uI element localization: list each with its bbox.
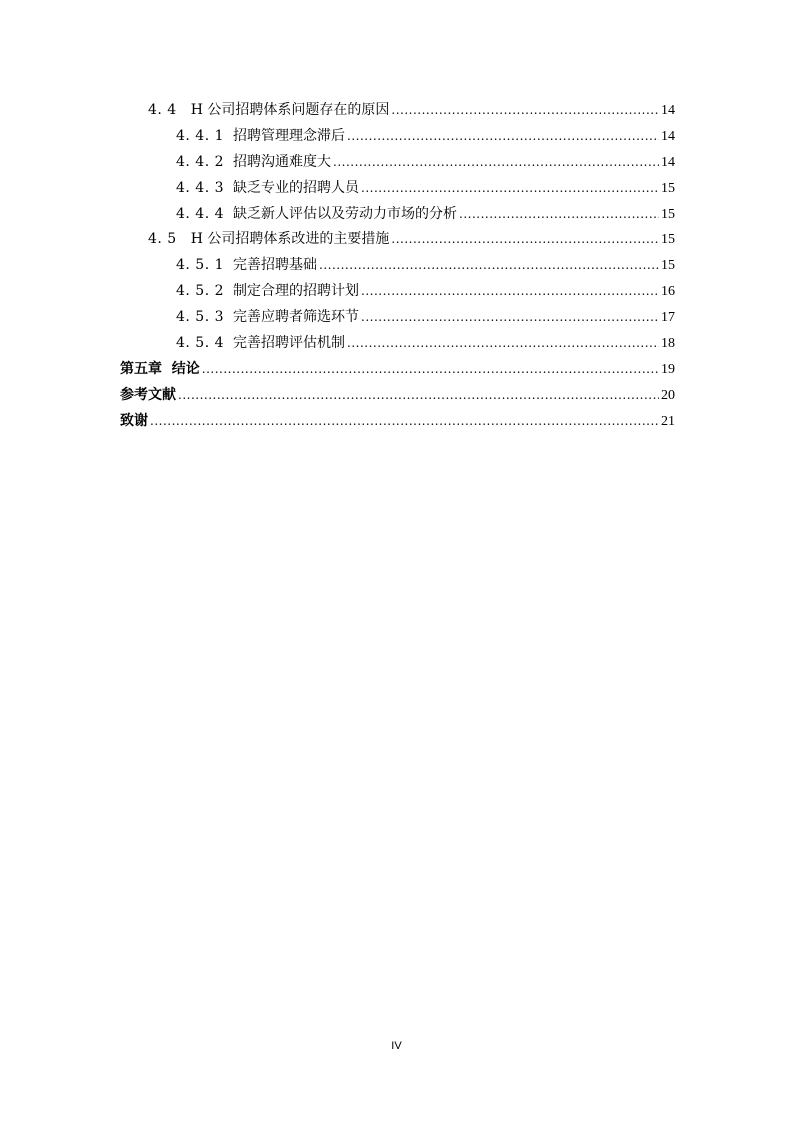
toc-entry-number: 4. 5 (148, 231, 177, 248)
toc-dot-leader (178, 383, 659, 409)
toc-dot-leader (361, 305, 659, 331)
toc-entry-number: 4. 5. 1 (176, 257, 225, 274)
toc-entry-title: H 公司招聘体系问题存在的原因 (190, 102, 390, 118)
toc-entry-page: 15 (661, 206, 675, 222)
toc-entry-title: 缺乏专业的招聘人员 (233, 179, 360, 196)
toc-entry-number: 4. 4. 2 (176, 153, 225, 170)
toc-entry-title: 招聘管理理念滞后 (233, 127, 346, 144)
toc-entry[interactable] (120, 124, 675, 150)
toc-entry-title: 招聘沟通难度大 (233, 153, 332, 170)
toc-entry-number: 4. 4. 4 (176, 205, 225, 222)
toc-entry[interactable] (120, 331, 675, 357)
toc-entry[interactable] (120, 305, 675, 331)
toc-entry-number: 4. 4 (148, 102, 177, 118)
toc-dot-leader (202, 357, 659, 383)
toc-entry[interactable] (120, 202, 675, 228)
toc-entry[interactable] (120, 150, 675, 176)
toc-dot-leader (459, 202, 659, 228)
toc-entry-page: 19 (661, 361, 675, 377)
toc-entry-title: 第五章 结论 (120, 360, 200, 377)
toc-dot-leader (150, 409, 659, 435)
toc-entry-page: 18 (661, 336, 675, 352)
toc-entry-number: 4. 4. 3 (176, 179, 225, 196)
toc-entry[interactable] (120, 227, 675, 253)
toc-dot-leader (333, 150, 659, 176)
toc-entry-number: 4. 4. 1 (176, 127, 225, 144)
toc-dot-leader (361, 176, 659, 202)
toc-entry[interactable] (120, 279, 675, 305)
page-number-footer: IV (391, 1040, 402, 1052)
toc-entry-page: 15 (661, 180, 675, 196)
toc-entry[interactable] (120, 176, 675, 202)
toc-entry-chapter[interactable] (120, 357, 675, 383)
toc-entry-page: 17 (661, 310, 675, 326)
table-of-contents (120, 98, 675, 435)
toc-entry-chapter[interactable] (120, 409, 675, 435)
toc-entry-title: 完善招聘基础 (233, 257, 318, 274)
toc-entry-number: 4. 5. 2 (176, 283, 225, 300)
toc-entry-page: 16 (661, 284, 675, 300)
toc-entry-title: H 公司招聘体系改进的主要措施 (190, 231, 390, 248)
toc-entry-page: 20 (661, 387, 675, 403)
toc-dot-leader (361, 279, 659, 305)
toc-entry[interactable] (120, 98, 675, 124)
toc-entry-title: 参考文献 (120, 386, 176, 403)
toc-entry-page: 14 (661, 154, 675, 170)
toc-entry-page: 14 (661, 128, 675, 144)
toc-entry-title: 制定合理的招聘计划 (233, 283, 360, 300)
toc-dot-leader (347, 331, 659, 357)
toc-entry-page: 15 (661, 232, 675, 248)
toc-dot-leader (391, 227, 659, 253)
toc-entry-page: 15 (661, 258, 675, 274)
toc-entry-number: 4. 5. 4 (176, 335, 225, 352)
toc-dot-leader (319, 253, 659, 279)
toc-entry-title: 致谢 (120, 412, 148, 429)
toc-dot-leader (347, 124, 659, 150)
toc-entry-title: 缺乏新人评估以及劳动力市场的分析 (233, 205, 458, 222)
toc-dot-leader (391, 98, 659, 124)
toc-entry-chapter[interactable] (120, 383, 675, 409)
toc-entry-title: 完善招聘评估机制 (233, 335, 346, 352)
toc-entry-number: 4. 5. 3 (176, 309, 225, 326)
toc-entry-title: 完善应聘者筛选环节 (233, 309, 360, 326)
toc-entry[interactable] (120, 253, 675, 279)
toc-entry-page: 21 (661, 413, 675, 429)
toc-entry-page: 14 (661, 103, 675, 118)
